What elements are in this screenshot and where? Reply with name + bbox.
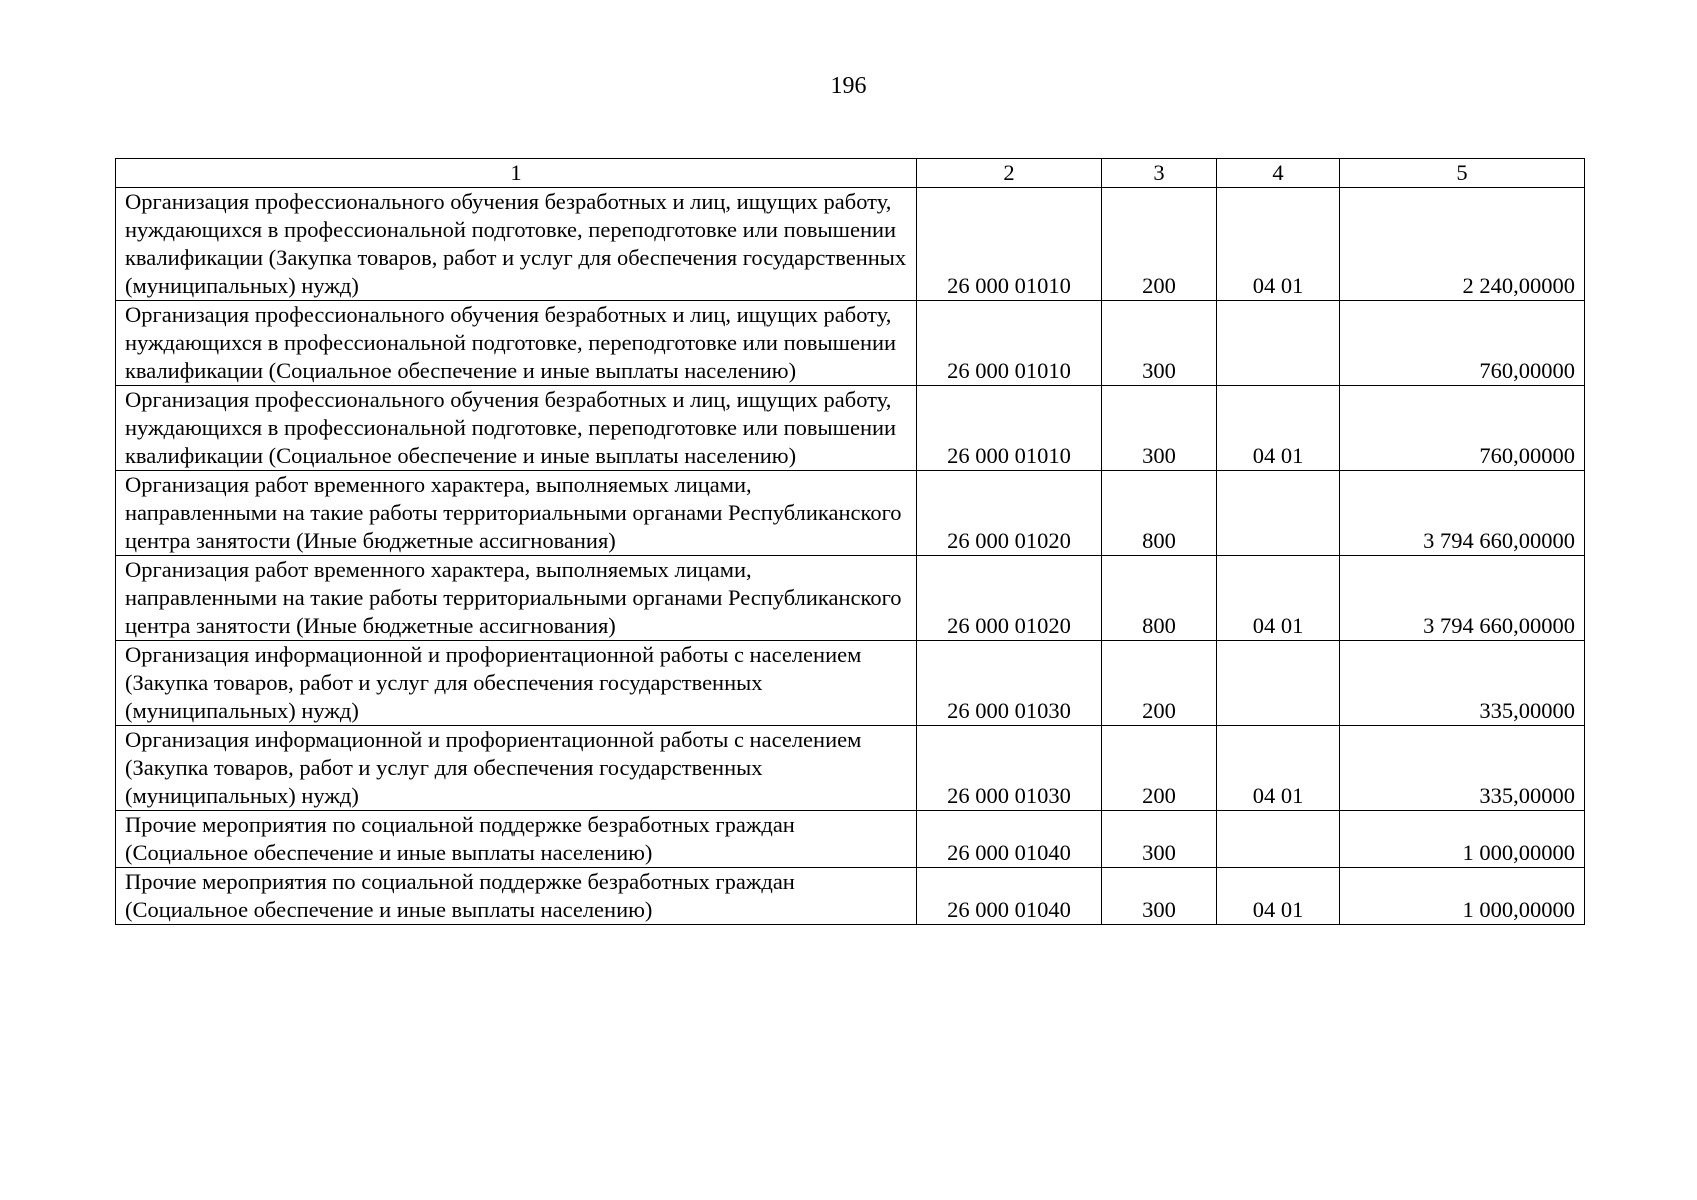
- row-section-cell: [1217, 641, 1340, 726]
- row-amount-cell: 760,00000: [1340, 301, 1585, 386]
- page-number: 196: [830, 73, 867, 99]
- table-row: [116, 868, 1585, 925]
- row-code-cell: 26 000 01020: [917, 556, 1102, 641]
- header-col-3: 3: [1102, 159, 1217, 188]
- row-name-cell: Прочие мероприятия по социальной поддержке безработных граждан (Социальное обеспечение и иные выплаты населению): [116, 811, 917, 868]
- table-row: [116, 301, 1585, 386]
- row-code-cell: 26 000 01040: [917, 868, 1102, 925]
- table-row: [116, 556, 1585, 641]
- header-col-2: 2: [917, 159, 1102, 188]
- row-name-cell: Организация информационной и профориентационной работы с населением (Закупка товаров, работ и услуг для обеспечения государственных (муниципальных) нужд): [116, 726, 917, 811]
- row-expense-type-cell: 300: [1102, 811, 1217, 868]
- row-code-cell: 26 000 01030: [917, 641, 1102, 726]
- row-amount-cell: 3 794 660,00000: [1340, 556, 1585, 641]
- table-header-row: [116, 159, 1585, 188]
- row-expense-type-cell: 300: [1102, 301, 1217, 386]
- header-col-1: 1: [116, 159, 917, 188]
- row-name-cell: Организация работ временного характера, выполняемых лицами, направленными на такие работы территориальными органами Республиканского центра занятости (Иные бюджетные ассигнования): [116, 471, 917, 556]
- row-amount-cell: 1 000,00000: [1340, 811, 1585, 868]
- row-expense-type-cell: 800: [1102, 471, 1217, 556]
- table-row: [116, 641, 1585, 726]
- row-code-cell: 26 000 01030: [917, 726, 1102, 811]
- row-amount-cell: 335,00000: [1340, 726, 1585, 811]
- row-amount-cell: 1 000,00000: [1340, 868, 1585, 925]
- table-row: [116, 811, 1585, 868]
- row-section-cell: 04 01: [1217, 868, 1340, 925]
- row-section-cell: 04 01: [1217, 556, 1340, 641]
- row-name-cell: Организация информационной и профориентационной работы с населением (Закупка товаров, работ и услуг для обеспечения государственных (муниципальных) нужд): [116, 641, 917, 726]
- row-code-cell: 26 000 01020: [917, 471, 1102, 556]
- row-section-cell: [1217, 811, 1340, 868]
- row-name-cell: Организация профессионального обучения безработных и лиц, ищущих работу, нуждающихся в профессиональной подготовке, переподготовке или повышении квалификации (Социальное обеспечение и иные выплаты населению): [116, 386, 917, 471]
- row-section-cell: 04 01: [1217, 726, 1340, 811]
- row-expense-type-cell: 800: [1102, 556, 1217, 641]
- table-row: [116, 386, 1585, 471]
- row-name-cell: Прочие мероприятия по социальной поддержке безработных граждан (Социальное обеспечение и иные выплаты населению): [116, 868, 917, 925]
- table-row: [116, 471, 1585, 556]
- row-code-cell: 26 000 01010: [917, 301, 1102, 386]
- row-name-cell: Организация работ временного характера, выполняемых лицами, направленными на такие работы территориальными органами Республиканского центра занятости (Иные бюджетные ассигнования): [116, 556, 917, 641]
- row-code-cell: 26 000 01040: [917, 811, 1102, 868]
- row-section-cell: [1217, 301, 1340, 386]
- row-expense-type-cell: 300: [1102, 386, 1217, 471]
- row-code-cell: 26 000 01010: [917, 386, 1102, 471]
- row-section-cell: 04 01: [1217, 386, 1340, 471]
- row-section-cell: [1217, 471, 1340, 556]
- row-expense-type-cell: 200: [1102, 188, 1217, 301]
- header-col-5: 5: [1340, 159, 1585, 188]
- row-amount-cell: 3 794 660,00000: [1340, 471, 1585, 556]
- row-expense-type-cell: 200: [1102, 726, 1217, 811]
- budget-table: [115, 158, 1585, 925]
- row-amount-cell: 335,00000: [1340, 641, 1585, 726]
- table-row: [116, 188, 1585, 301]
- row-amount-cell: 760,00000: [1340, 386, 1585, 471]
- row-expense-type-cell: 300: [1102, 868, 1217, 925]
- row-code-cell: 26 000 01010: [917, 188, 1102, 301]
- row-expense-type-cell: 200: [1102, 641, 1217, 726]
- row-name-cell: Организация профессионального обучения безработных и лиц, ищущих работу, нуждающихся в профессиональной подготовке, переподготовке или повышении квалификации (Закупка товаров, работ и услуг для обеспечения государственных (муниципальных) нужд): [116, 188, 917, 301]
- row-section-cell: 04 01: [1217, 188, 1340, 301]
- row-name-cell: Организация профессионального обучения безработных и лиц, ищущих работу, нуждающихся в профессиональной подготовке, переподготовке или повышении квалификации (Социальное обеспечение и иные выплаты населению): [116, 301, 917, 386]
- header-col-4: 4: [1217, 159, 1340, 188]
- row-amount-cell: 2 240,00000: [1340, 188, 1585, 301]
- table-row: [116, 726, 1585, 811]
